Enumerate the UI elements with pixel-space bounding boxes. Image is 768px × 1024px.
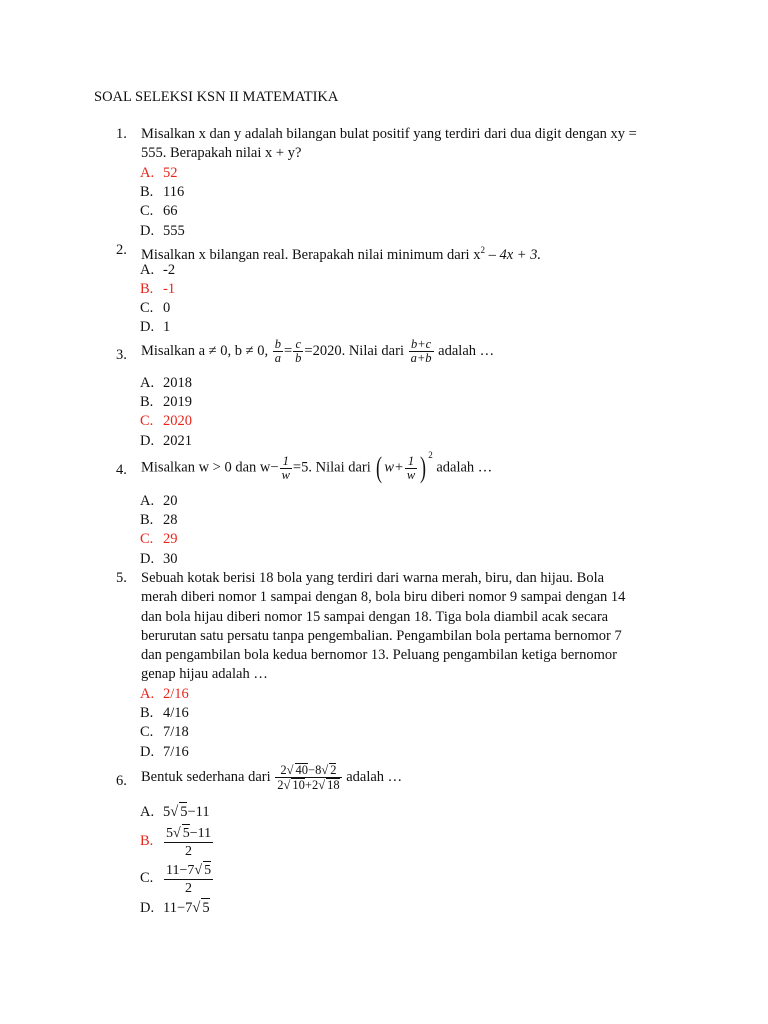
question-text: Bentuk sederhana dari $\frac{2√ 40-8√ 2}{2√ 10+2√ 18}$ adalah … bbox=[141, 763, 403, 792]
fraction: $\frac{1}{w}$ bbox=[281, 453, 290, 482]
question-5 bbox=[116, 569, 656, 685]
question-line: dan bola hijau diberi nomor 15 sampai dengan 18. Tiga bola diambil acak secara bbox=[141, 608, 609, 625]
question-text bbox=[141, 125, 656, 164]
document-title: SOAL SELEKSI KSN II MATEMATIKA bbox=[94, 89, 339, 105]
question-number: 6. bbox=[116, 773, 127, 789]
question-line: genap hijau adalah … bbox=[141, 666, 268, 683]
question-text: Misalkan w > 0 dan w− $\frac{1}{w}$ =5. Nilai dari ( w+ $\frac{1}{w}$ ) $^2$ adalah … bbox=[141, 449, 493, 484]
fraction: $\frac{b}{a}$ bbox=[274, 337, 281, 365]
question-4 bbox=[116, 449, 656, 484]
option-c: C. $\frac{11-7√ 5}{2}$ bbox=[140, 863, 212, 896]
fraction: $\frac{1}{w}$ bbox=[406, 453, 416, 482]
option-d: D. 30 bbox=[140, 551, 178, 567]
option-c: C. 2020 bbox=[140, 413, 192, 429]
question-number: 1. bbox=[116, 126, 127, 142]
option-a: A. 2/16 bbox=[140, 686, 189, 702]
question-number: 3. bbox=[116, 347, 127, 363]
question-line: 555. Berapakah nilai x + y? bbox=[141, 145, 302, 162]
option-b: B. -1 bbox=[140, 281, 176, 297]
option-b: B. 28 bbox=[140, 512, 178, 528]
option-d: D. 7/16 bbox=[140, 744, 189, 760]
question-text: Misalkan a ≠ 0, b ≠ 0, $\frac{b}{a}$ = $\frac{c}{b}$ =2020. Nilai dari $\frac{b+c}{a+b}$ adalah … bbox=[141, 337, 495, 365]
question-1 bbox=[116, 125, 656, 164]
question-line: merah diberi nomor 1 sampai dengan 8, bola biru diberi nomor 9 sampai dengan 14 bbox=[141, 589, 626, 606]
option-c: C. 29 bbox=[140, 531, 178, 547]
question-line: berurutan satu persatu tanpa pengembalian. Pengambilan bola pertama bernomor 7 bbox=[141, 627, 622, 644]
option-a: A. 2018 bbox=[140, 375, 192, 391]
question-6 bbox=[116, 763, 656, 792]
question-number: 5. bbox=[116, 570, 127, 586]
option-b: B. $\frac{5√ 5-11}{2}$ bbox=[140, 826, 212, 859]
question-number: 4. bbox=[116, 462, 127, 478]
option-d: D. 1 bbox=[140, 319, 171, 335]
option-d: D. 2021 bbox=[140, 433, 192, 449]
option-c: C. 66 bbox=[140, 203, 178, 219]
option-b: B. 116 bbox=[140, 184, 185, 200]
option-d: D. 555 bbox=[140, 223, 185, 239]
fraction: $\frac{c}{b}$ bbox=[295, 337, 302, 365]
question-line: dan pengambilan bola kedua bernomor 13. Peluang pengambilan ketiga bernomor bbox=[141, 647, 617, 664]
option-c: C. 7/18 bbox=[140, 724, 189, 740]
question-number: 2. bbox=[116, 242, 127, 258]
question-line: Misalkan x dan y adalah bilangan bulat positif yang terdiri dari dua digit dengan xy = bbox=[141, 126, 637, 142]
question-text: Misalkan x bilangan real. Berapakah nilai minimum dari $x^2 - 4x + 3$. bbox=[141, 245, 542, 263]
question-3 bbox=[116, 338, 656, 365]
option-b: B. 2019 bbox=[140, 394, 192, 410]
fraction: $\frac{2√ 40-8√ 2}{2√ 10+2√ 18}$ bbox=[277, 763, 340, 792]
option-a: A. -2 bbox=[140, 262, 176, 278]
option-a: A. 5√ 5−11 bbox=[140, 802, 210, 822]
fraction: $\frac{b+c}{a+b}$ bbox=[410, 337, 432, 365]
option-a: A. 20 bbox=[140, 493, 178, 509]
option-c: C. 0 bbox=[140, 300, 171, 316]
option-a: A. 52 bbox=[140, 165, 178, 181]
question-2 bbox=[116, 241, 656, 265]
option-d: D. 11−7√ 5 bbox=[140, 898, 210, 918]
option-b: B. 4/16 bbox=[140, 705, 189, 721]
question-text bbox=[141, 569, 656, 685]
question-line: Sebuah kotak berisi 18 bola yang terdiri dari warna merah, biru, dan hijau. Bola bbox=[141, 570, 605, 586]
